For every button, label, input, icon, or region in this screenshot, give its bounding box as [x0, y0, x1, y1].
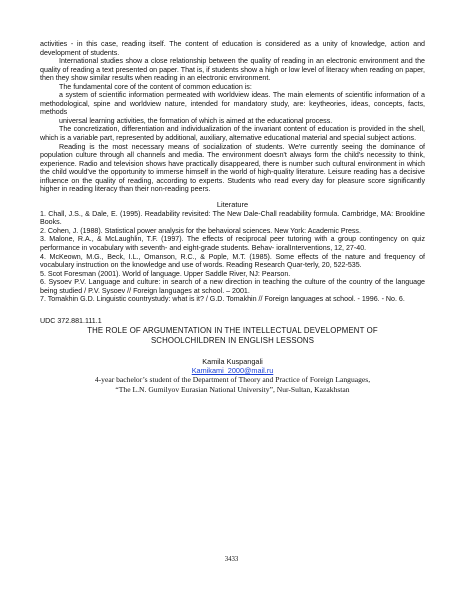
article-title-line-1: THE ROLE OF ARGUMENTATION IN THE INTELLECTUAL DEVELOPMENT OF	[87, 325, 378, 335]
page-number: 3433	[224, 556, 239, 563]
paragraph-activities: activities - in this case, reading itself. The content of education is considered as a unity of knowledge, action and development of students.	[40, 40, 425, 57]
author-affiliation-line-1: 4-year bachelor’s student of the Department of Theory and Practice of Foreign Languages,	[94, 374, 371, 384]
reference-item: 1. Chall, J.S., & Dale, E. (1995). Readability revisited: The New Dale-Chall readability formula. Cambridge, MA: Brookline Books.	[40, 209, 425, 227]
paragraph-concretization: The concretization, differentiation and individualization of the invariant content of education is provided in the shell, which is a variable part, represented by additional, auxiliary, alternative educational material and special subject actions.	[40, 125, 425, 143]
paragraph-scientific-information: a system of scientific information permeated with worldview ideas. The main elements of scientific information of a methodological, spine and worldview nature, intended for mandatory study, are: keytheories, ideas, concepts, facts, methods	[40, 91, 425, 117]
udc-code: UDC 372.881.111.1	[40, 316, 102, 325]
reference-list	[40, 210, 425, 304]
author-name: Kamila Kuspangali	[202, 356, 263, 366]
paragraph-international-studies: International studies show a close relationship between the quality of reading in an electronic environment and the quality of reading a text presented on paper. That is, if students show a high or low level of literacy when reading on paper, then they show similar results when reading in an electronic environment.	[40, 57, 425, 83]
reference-item: 3. Malone, R.A., & McLaughlin, T.F. (1997). The effects of reciprocal peer tutoring with a group contingency on quiz performance in vocabulary with seventh- and eight-grade students. Behav- ioralInterventions, 12, 27-40.	[40, 235, 425, 253]
paragraph-fundamental-core: The fundamental core of the content of common education is:	[59, 82, 252, 91]
reference-item: 6. Sysoev P.V. Language and culture: in search of a new direction in teaching the culture of the country of the language being studied / P.V. Sysoev // Foreign languages at school. – 2001.	[40, 278, 425, 295]
reference-item: 4. McKeown, M.G., Beck, I.L., Omanson, R.C., & Pople, M.T. (1985). Some effects of the nature and frequency of vocabulary instruction on the knowledge and use of words. Reading Research Quar-terly, 20, 522-535.	[40, 252, 425, 270]
author-affiliation-line-2: “The L.N. Gumilyov Eurasian National University”, Nur-Sultan, Kazakhstan	[115, 384, 350, 394]
reference-item: 5. Scot Foresman (2001). World of language. Upper Saddle River, NJ: Pearson.	[40, 269, 291, 278]
author-email-link[interactable]: Kamikami_2000@mail.ru	[191, 365, 274, 375]
paragraph-reading-socialization: Reading is the most necessary means of socialization of students. We're currently seeing the dominance of population culture through all channels and media. The environment doesn't always form the child's necessity to think, experience. Radio and television shows have practically disappeared, there is number such cultural environment in which the child would've the opportunity to immerse himself in the world of high-quality literature. Leisure reading has a decisive influence on the quality of reading, according to experts. Students who read every day for pleasure score significantly higher in reading literacy than their non-reading peers.	[40, 142, 425, 194]
paragraph-universal-learning: universal learning activities, the formation of which is aimed at the educational process.	[59, 116, 333, 125]
article-title-line-2: SCHOOLCHILDREN IN ENGLISH LESSONS	[150, 335, 315, 345]
literature-heading: Literature	[216, 199, 249, 209]
reference-item: 7. Tomakhin G.D. Linguistic countrystudy: what is it? / G.D. Tomakhin // Foreign languages at school. - 1996. - No. 6.	[40, 295, 405, 304]
reference-item: 2. Cohen, J. (1988). Statistical power analysis for the behavioral sciences. New York: Academic Press.	[40, 226, 361, 235]
